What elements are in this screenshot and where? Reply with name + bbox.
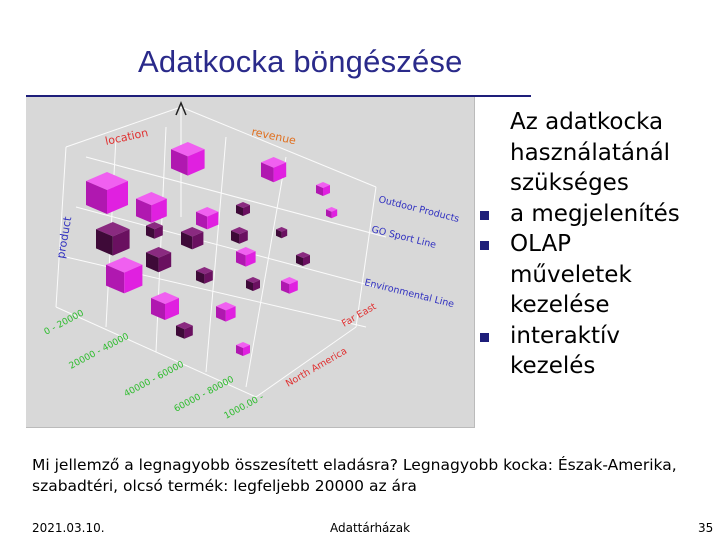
- data-cube: [236, 202, 250, 216]
- slide-title: Adatkocka böngészése: [138, 44, 463, 79]
- data-cube: [181, 227, 203, 249]
- bullet-square-icon: [480, 211, 489, 220]
- data-cube: [106, 257, 142, 293]
- data-cube: [236, 247, 256, 267]
- data-cube: [276, 227, 287, 238]
- data-cube: [176, 322, 193, 339]
- bullet-square-icon: [480, 241, 489, 250]
- bullet-list: [476, 107, 716, 382]
- bullet-item: [476, 229, 685, 321]
- bullet-label: OLAP műveletek kezelése: [510, 231, 632, 318]
- footer-date: 2021.03.10.: [32, 521, 105, 535]
- cube-visualization: [26, 97, 474, 427]
- data-cube: [246, 277, 260, 291]
- data-cube: [86, 172, 128, 214]
- data-cube: [151, 292, 179, 320]
- data-cube: [196, 207, 218, 229]
- location-label-far-east: Far East: [340, 301, 379, 330]
- data-cube: [281, 277, 298, 294]
- footer-title: Adattárházak: [330, 521, 411, 535]
- product-label-outdoor: Outdoor Products: [377, 194, 461, 225]
- data-cube: [146, 247, 171, 272]
- product-label-go-sport: GO Sport Line: [370, 224, 438, 251]
- data-cube: [316, 182, 330, 196]
- revenue-label-3: 40000 - 60000: [122, 359, 186, 400]
- data-cubes: [86, 142, 337, 356]
- revenue-label-5: 1000.00 -: [222, 392, 266, 422]
- bullet-label: interaktív kezelés: [510, 322, 621, 379]
- location-label-north-america: North America: [284, 345, 350, 390]
- bullet-item: [476, 321, 670, 382]
- data-cube: [196, 267, 213, 284]
- bullet-label: a megjelenítés: [510, 200, 680, 227]
- data-cube: [146, 222, 163, 239]
- bullet-intro: Az adatkocka használatánál szükséges: [510, 109, 671, 196]
- bullet-square-icon: [480, 333, 489, 342]
- revenue-label-1: 0 - 20000: [42, 308, 86, 338]
- revenue-label-2: 20000 - 40000: [67, 331, 131, 372]
- axis-label-location: location: [103, 126, 150, 148]
- data-cube: [231, 227, 248, 244]
- data-cube: [296, 252, 310, 266]
- question-text: Mi jellemző a legnagyobb összesített eladásra? Legnagyobb kocka: Észak-Amerika, szabadtéri, olcsó termék: legfeljebb 20000 az ára: [32, 456, 677, 495]
- axis-label-revenue: revenue: [250, 125, 298, 148]
- data-cube: [96, 222, 130, 256]
- product-label-environmental: Environmental Line: [363, 277, 456, 311]
- revenue-label-4: 60000 - 80000: [172, 374, 236, 415]
- olap-cube-image: [26, 97, 475, 428]
- data-cube: [216, 302, 236, 322]
- bullet-item: [476, 199, 716, 230]
- data-cube: [236, 342, 250, 356]
- page-number: 35: [698, 521, 714, 535]
- axis-label-product: product: [54, 215, 75, 260]
- data-cube: [326, 207, 337, 218]
- data-cube: [171, 142, 205, 176]
